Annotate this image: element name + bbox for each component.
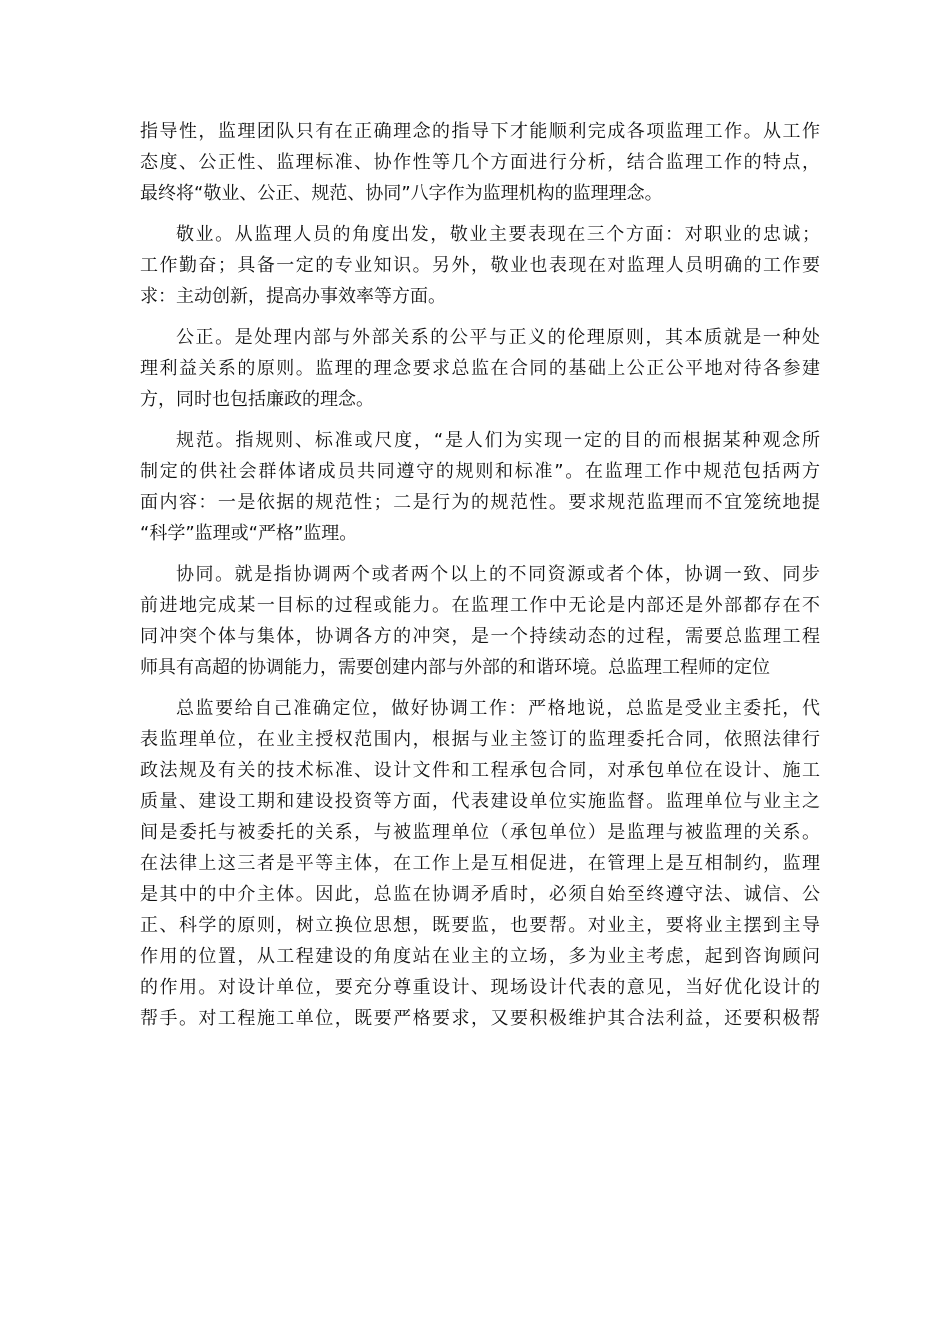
text-line: 指导性，监理团队只有在正确理念的指导下才能顺利完成各项监理工作。从工作 bbox=[140, 121, 820, 142]
text-line: 是其中的中介主体。因此，总监在协调矛盾时，必须自始至终遵守法、诚信、公 bbox=[140, 884, 820, 905]
text-line: 作用的位置，从工程建设的角度站在业主的立场，多为业主考虑，起到咨询顾问 bbox=[140, 946, 820, 967]
text-line: 公正。是处理内部与外部关系的公平与正义的伦理原则，其本质就是一种处 bbox=[176, 327, 820, 348]
text-line: 求：主动创新，提高办事效率等方面。 bbox=[140, 286, 446, 307]
text-line: 敬业。从监理人员的角度出发，敬业主要表现在三个方面：对职业的忠诚； bbox=[176, 224, 820, 245]
text-line: “科学”监理或“严格”监理。 bbox=[140, 523, 358, 544]
paragraph-coordination bbox=[140, 559, 820, 683]
paragraph-dedication bbox=[140, 219, 820, 312]
text-line: 正、科学的原则，树立换位思想，既要监，也要帮。对业主，要将业主摆到主导 bbox=[140, 915, 820, 936]
text-line: 表监理单位，在业主授权范围内，根据与业主签订的监理委托合同，依照法律行 bbox=[140, 729, 820, 750]
text-line: 间是委托与被委托的关系，与被监理单位（承包单位）是监理与被监理的关系。 bbox=[140, 822, 820, 843]
paragraph-fairness bbox=[140, 322, 820, 415]
text-line: 政法规及有关的技术标准、设计文件和工程承包合同，对承包单位在设计、施工 bbox=[140, 760, 820, 781]
paragraph-standard bbox=[140, 425, 820, 549]
paragraph-intro-continuation bbox=[140, 116, 820, 209]
text-line: 工作勤奋；具备一定的专业知识。另外，敬业也表现在对监理人员明确的工作要 bbox=[140, 255, 820, 276]
text-line: 方，同时也包括廉政的理念。 bbox=[140, 389, 374, 410]
text-line: 最终将“敬业、公正、规范、协同”八字作为监理机构的监理理念。 bbox=[140, 183, 663, 204]
text-line: 态度、公正性、监理标准、协作性等几个方面进行分析，结合监理工作的特点， bbox=[140, 152, 820, 173]
text-line: 在法律上这三者是平等主体，在工作上是互相促进，在管理上是互相制约，监理 bbox=[140, 853, 820, 874]
text-line: 师具有高超的协调能力，需要创建内部与外部的和谐环境。总监理工程师的定位 bbox=[140, 657, 770, 678]
text-line: 质量、建设工期和建设投资等方面，代表建设单位实施监督。监理单位与业主之 bbox=[140, 791, 820, 812]
paragraph-chief-supervisor-positioning bbox=[140, 693, 820, 1034]
text-line: 总监要给自己准确定位，做好协调工作：严格地说，总监是受业主委托，代 bbox=[176, 698, 820, 719]
document-page bbox=[140, 116, 820, 1044]
text-line: 的作用。对设计单位，要充分尊重设计、现场设计代表的意见，当好优化设计的 bbox=[140, 977, 820, 998]
text-line: 帮手。对工程施工单位，既要严格要求，又要积极维护其合法利益，还要积极帮 bbox=[140, 1008, 820, 1029]
text-line: 协同。就是指协调两个或者两个以上的不同资源或者个体，协调一致、同步 bbox=[176, 564, 820, 585]
text-line: 面内容：一是依据的规范性；二是行为的规范性。要求规范监理而不宜笼统地提 bbox=[140, 492, 820, 513]
text-line: 理利益关系的原则。监理的理念要求总监在合同的基础上公正公平地对待各参建 bbox=[140, 358, 820, 379]
text-line: 前进地完成某一目标的过程或能力。在监理工作中无论是内部还是外部都存在不 bbox=[140, 595, 820, 616]
text-line: 同冲突个体与集体，协调各方的冲突，是一个持续动态的过程，需要总监理工程 bbox=[140, 626, 820, 647]
text-line: 规范。指规则、标准或尺度，“是人们为实现一定的目的而根据某种观念所 bbox=[176, 430, 820, 451]
text-line: 制定的供社会群体诸成员共同遵守的规则和标准”。在监理工作中规范包括两方 bbox=[140, 461, 820, 482]
